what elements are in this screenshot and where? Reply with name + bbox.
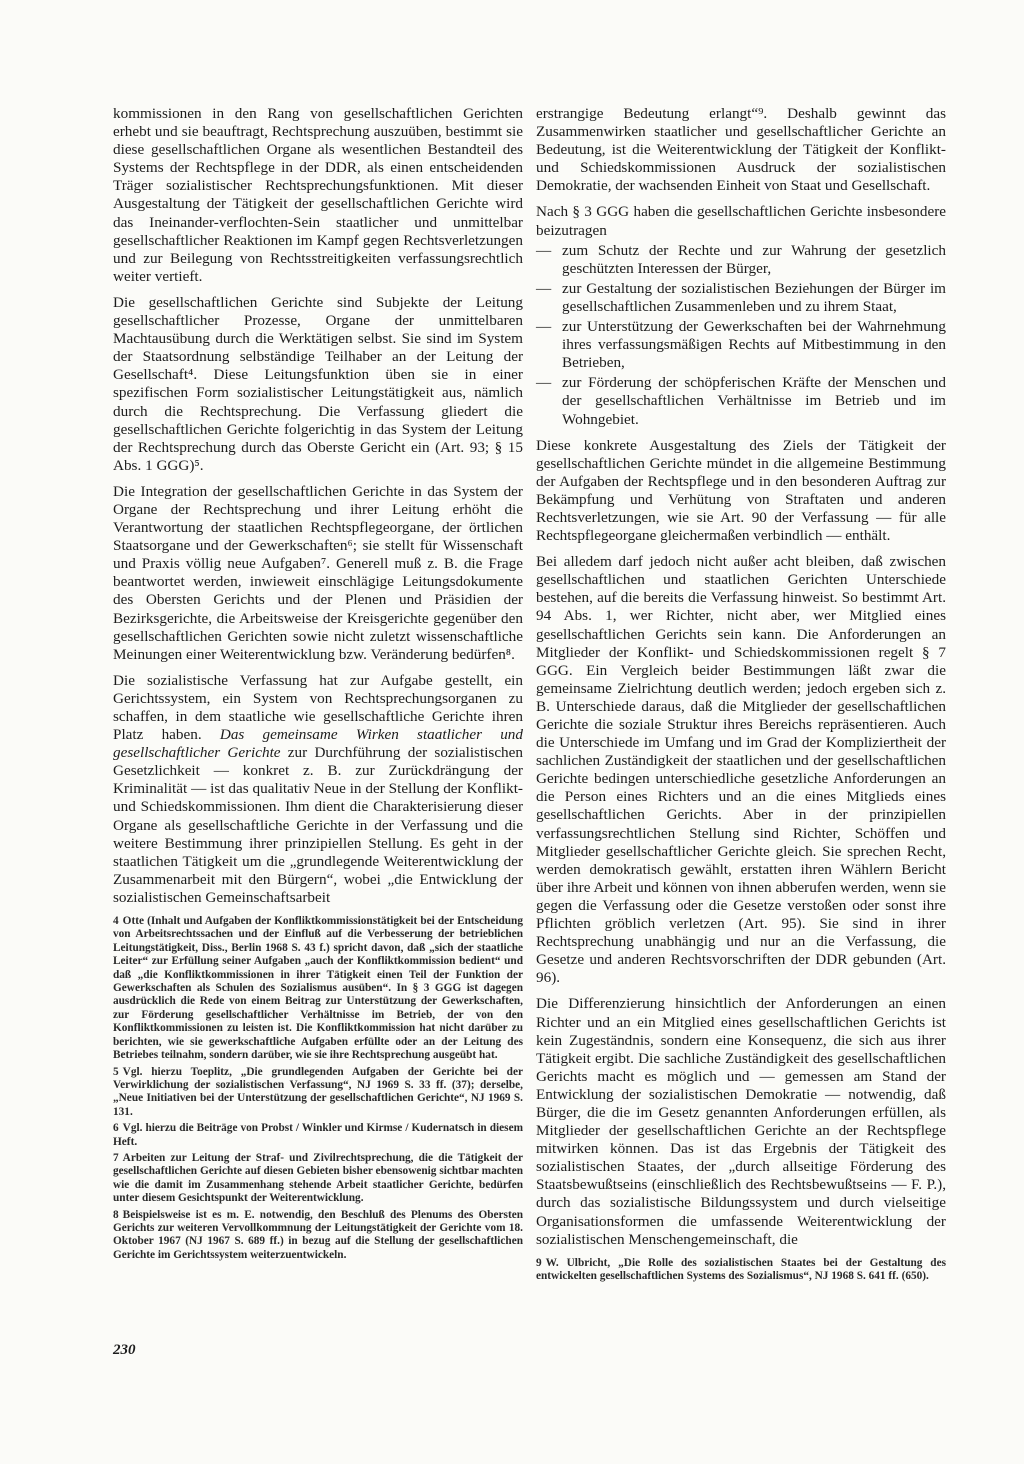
footnote-number: 8 [113,1208,119,1221]
footnotes-left [113,915,523,1262]
body-paragraph: Die Differenzierung hinsichtlich der Anforderungen an einen Richter und an ein Mitglied eines gesellschaftlichen Gerichts ist kein Zugeständnis, sondern eine Konsequenz, die sich aus ihrer Tätigkeit ergibt. Die sachliche Zuständigkeit des gesellschaftlichen Gerichts macht es möglich und — gemessen am Stand der Entwicklung der sozialistischen Demokratie — notwendig, daß Bürger, die die im Gesetz genannten Anforderungen erfüllen, als Mitglieder der gesellschaftlichen Gerichte an der Rechtspflege mitwirken können. Das ist das Ergebnis der Tätigkeit des sozialistischen Staates, der „durch allseitige Förderung des Staatsbewußtseins (einschließlich des Rechtsbewußtseins — F. P.), durch das sozialistische Bildungssystem und durch vielseitige Organisationsformen die umfassende Weiterentwicklung der sozialistischen Menschengemeinschaft, die [536,995,946,1248]
left-column [113,105,523,1265]
list-intro: Nach § 3 GGG haben die gesellschaftlichen Gerichte insbesondere beizutragen [536,203,946,239]
footnote-text: Vgl. hierzu die Beiträge von Probst / Winkler und Kirmse / Kudernatsch in diesem Heft. [113,1122,523,1148]
footnote [113,1066,523,1120]
body-paragraph: kommissionen in den Rang von gesellschaftlichen Gerichten erhebt und sie beauftragt, Rechtsprechung auszuüben, bestimmt sie diese gesellschaftlichen Organe als wesentlichen Bestandteil des Systems der Rechtspflege in der DDR, als einen entscheidenden Träger sozialistischer Rechtsprechungsfunktionen. Mit dieser Ausgestaltung der Tätigkeit der gesellschaftlichen Gerichte wird das Ineinander-verflochten-Sein staatlicher und unmittelbar gesellschaftlicher Reaktionen im Kampf gegen Rechtsverletzungen und zur Beilegung von Rechtsstreitigkeiten verfassungsrechtlich weiter vertieft. [113,105,523,285]
list-item: — zur Förderung der schöpferischen Kräfte der Menschen und der gesellschaftlichen Verhältnisse im Betrieb und im Wohngebiet. [536,374,946,428]
footnote-text: Otte (Inhalt und Aufgaben der Konfliktkommissionstätigkeit bei der Entscheidung von Arbeitsrechtssachen und der Einfluß auf die Verbesserung der betrieblichen Leitungstätigkeit, Diss., Berlin 1968 S. 43 f.) spricht davon, daß „sich der staatliche Leiter“ zur Erfüllung seiner Aufgaben „auch der Konfliktkommission bedient“ und daß „die Konfliktkommissionen in ihrer Tätigkeit einen Teil der Funktion der Gewerkschaften als Schulen des Sozialismus ausüben“. In § 3 GGG ist dagegen ausdrücklich die Rede von einem Beitrag zur Unterstützung der Gewerkschaften, zur Förderung gesellschaftlicher Verhältnisse im Betrieb, der von den Konfliktkommissionen zu leisten ist. Die Konfliktkommission hat nicht darüber zu berichten, wie sie gewerkschaftliche Aufgaben erfüllte oder an der Leitung des Betriebes teilnahm, sondern darüber, wie sie ihre Rechtsprechung ausgeübt hat. [113,915,523,1062]
footnote-number: 7 [113,1151,119,1164]
contribution-list [536,242,946,429]
footnote [113,1209,523,1263]
right-column [536,105,946,1287]
list-item: — zur Unterstützung der Gewerkschaften bei der Wahrnehmung ihres verfassungsmäßigen Rechts auf Mitbestimmung in den Betrieben, [536,318,946,372]
body-paragraph: Diese konkrete Ausgestaltung des Ziels der Tätigkeit der gesellschaftlichen Gerichte mündet in die allgemeine Bestimmung der Aufgaben der Rechtspflege und in den besonderen Auftrag zur Bekämpfung und Verhütung von Straftaten und anderen Rechtsverletzungen, wie sie Art. 90 der Verfassung — für alle Rechtspflegeorgane gleichermaßen verbindlich — enthält. [536,436,946,545]
body-paragraph [113,672,523,907]
page-number: 230 [113,1342,136,1358]
emphasized-text: Das gemeinsame Wirken staatlicher und gesellschaftlicher Gerichte [113,726,523,762]
body-paragraph: Die Integration der gesellschaftlichen Gerichte in das System der Organe der Rechtsprechung und ihrer Leitung erhöht die Verantwortung der staatlichen Rechtspflegeorgane, der örtlichen Staatsorgane und der Gewerkschaften⁶; sie stellt für Wissenschaft und Praxis völlig neue Aufgaben⁷. Generell muß z. B. die Frage beantwortet werden, inwieweit einschlägige Leitungsdokumente des Obersten Gerichts und der Plenen und Präsidien der Bezirksgerichte, die Arbeitsweise der Kreisgerichte gegenüber den gesellschaftlichen Gerichten sowie nicht zuletzt wissenschaftliche Meinungen einer Weiterentwicklung bzw. Veränderung bedürfen⁸. [113,482,523,663]
footnote-number: 5 [113,1065,119,1078]
footnote-text: W. Ulbricht, „Die Rolle des sozialistischen Staates bei der Gestaltung des entwickelten gesellschaftlichen Systems des Sozialismus“, NJ 1968 S. 641 ff. (650). [536,1256,946,1283]
footnote-number: 6 [113,1122,119,1135]
body-paragraph: Bei alledem darf jedoch nicht außer acht bleiben, daß zwischen gesellschaftlichen und staatlichen Gerichten Unterschiede bestehen, auf die bereits die Verfassung hinweist. So bestimmt Art. 94 Abs. 1, wer Richter, nicht aber, wer Mitglied eines gesellschaftlichen Gerichts sein kann. Die Anforderungen an Mitglieder der Konflikt- und Schiedskommissionen regelt § 7 GGG. Ein Vergleich beider Bestimmungen läßt zwar die gemeinsame Zielrichtung deutlich werden; jedoch ergeben sich z. B. Unterschiede daraus, daß die Mitglieder der gesellschaftlichen Gerichte die soziale Struktur ihres Bereichs repräsentieren. Auch die Unterschiede im Umfang und im Grad der Kompliziertheit der sachlichen Zuständigkeit der staatlichen und der gesellschaftlichen Gerichte bedingen unterschiedliche gesetzliche Anforderungen an die Person eines Richters und an die eines Mitglieds eines gesellschaftlichen Gerichts. Aber in der prinzipiellen verfassungsrechtlichen Stellung sind Richter, Schöffen und Mitglieder gesellschaftlicher Gerichte gleich. Sie sprechen Recht, werden demokratisch gewählt, erstatten ihren Wählern Bericht über ihre Arbeit und können von ihnen abberufen werden, wenn sie gegen die Verfassung oder die Gesetze verstoßen oder sonst ihre Pflichten gröblich verletzen (Art. 95). Sie sind in ihrer Rechtsprechung unabhängig und nur an die Verfassung, die Gesetze und anderen Rechtsvorschriften der DDR gebunden (Art. 96). [536,553,946,987]
list-item: — zur Gestaltung der sozialistischen Beziehungen der Bürger im gesellschaftlichen Zusammenleben und zu ihrem Staat, [536,280,946,316]
footnote-number: 9 [536,1256,542,1269]
footnote [113,1122,523,1149]
footnote [536,1257,946,1284]
body-paragraph: erstrangige Bedeutung erlangt“⁹. Deshalb gewinnt das Zusammenwirken staatlicher und gesellschaftlicher Gerichte an Bedeutung, ist die Weiterentwicklung der Tätigkeit der Konflikt- und Schiedskommissionen Ausdruck der sozialistischen Demokratie, der wachsenden Einheit von Staat und Gesellschaft. [536,105,946,195]
footnote-number: 4 [113,915,119,928]
footnote-text: Arbeiten zur Leitung der Straf- und Zivilrechtsprechung, die die Tätigkeit der gesellschaftlichen Gerichte auf diesen Gebieten bisher ebensowenig sichtbar machten wie die damit im Zusammenhang stehende Arbeit staatlicher Gerichte, bedürfen unter diesem Gesichtspunkt der Weiterentwicklung. [113,1151,523,1205]
paragraph-text: zur Durchführung der sozialistischen Gesetzlichkeit — konkret z. B. zur Zurückdrängung der Kriminalität — ist das qualitativ Neue in der Stellung der Konflikt- und Schiedskommissionen. Ihm dient die Charakterisierung dieser Organe als gesellschaftliche Gerichte in der Verfassung und die weitere Bestimmung ihrer prinzipiellen Stellung. Es geht in der staatlichen Tätigkeit um die „grundlegende Weiterentwicklung der Zusammenarbeit mit den Bürgern“, wobei „die Entwicklung der sozialistischen Gemeinschaftsarbeit [113,744,523,906]
paragraph-text: Die sozialistische Verfassung hat zur Aufgabe gestellt, ein Gerichtssystem, ein System von Rechtsprechungsorganen zu schaffen, in dem staatliche wie gesellschaftliche Gerichte ihren Platz haben. [113,671,523,744]
footnote-text: Vgl. hierzu Toeplitz, „Die grundlegenden Aufgaben der Gerichte bei der Verwirklichung der sozialistischen Verfassung“, NJ 1969 S. 33 ff. (37); derselbe, „Neue Initiativen bei der Unterstützung der gesellschaftlichen Gerichte“, NJ 1969 S. 131. [113,1065,523,1118]
footnote-text: Beispielsweise ist es m. E. notwendig, den Beschluß des Plenums des Obersten Gerichts zur weiteren Vervollkommnung der Leitungstätigkeit der Gerichte vom 18. Oktober 1967 (NJ 1967 S. 689 ff.) in bezug auf die Stellung der gesellschaftlichen Gerichte im Gerichtssystem weiterzuentwickeln. [113,1208,523,1261]
footnote [113,1152,523,1206]
footnote [113,915,523,1062]
list-item: — zum Schutz der Rechte und zur Wahrung der gesetzlich geschützten Interessen der Bürger, [536,242,946,278]
footnotes-right [536,1257,946,1284]
body-paragraph: Die gesellschaftlichen Gerichte sind Subjekte der Leitung gesellschaftlicher Prozesse, Organe der unmittelbaren Machtausübung durch die Werktätigen selbst. Sie sind im System der Staatsordnung selbständige Teilhaber an der Leitung der Gesellschaft⁴. Diese Leitungsfunktion üben sie in einer spezifischen Form sozialistischer Leitungstätigkeit aus, nämlich durch die Rechtsprechung. Die Verfassung gliedert die gesellschaftlichen Gerichte folgerichtig in das System der Leitung der Rechtsprechung durch das Oberste Gericht ein (Art. 93; § 15 Abs. 1 GGG)⁵. [113,293,523,474]
